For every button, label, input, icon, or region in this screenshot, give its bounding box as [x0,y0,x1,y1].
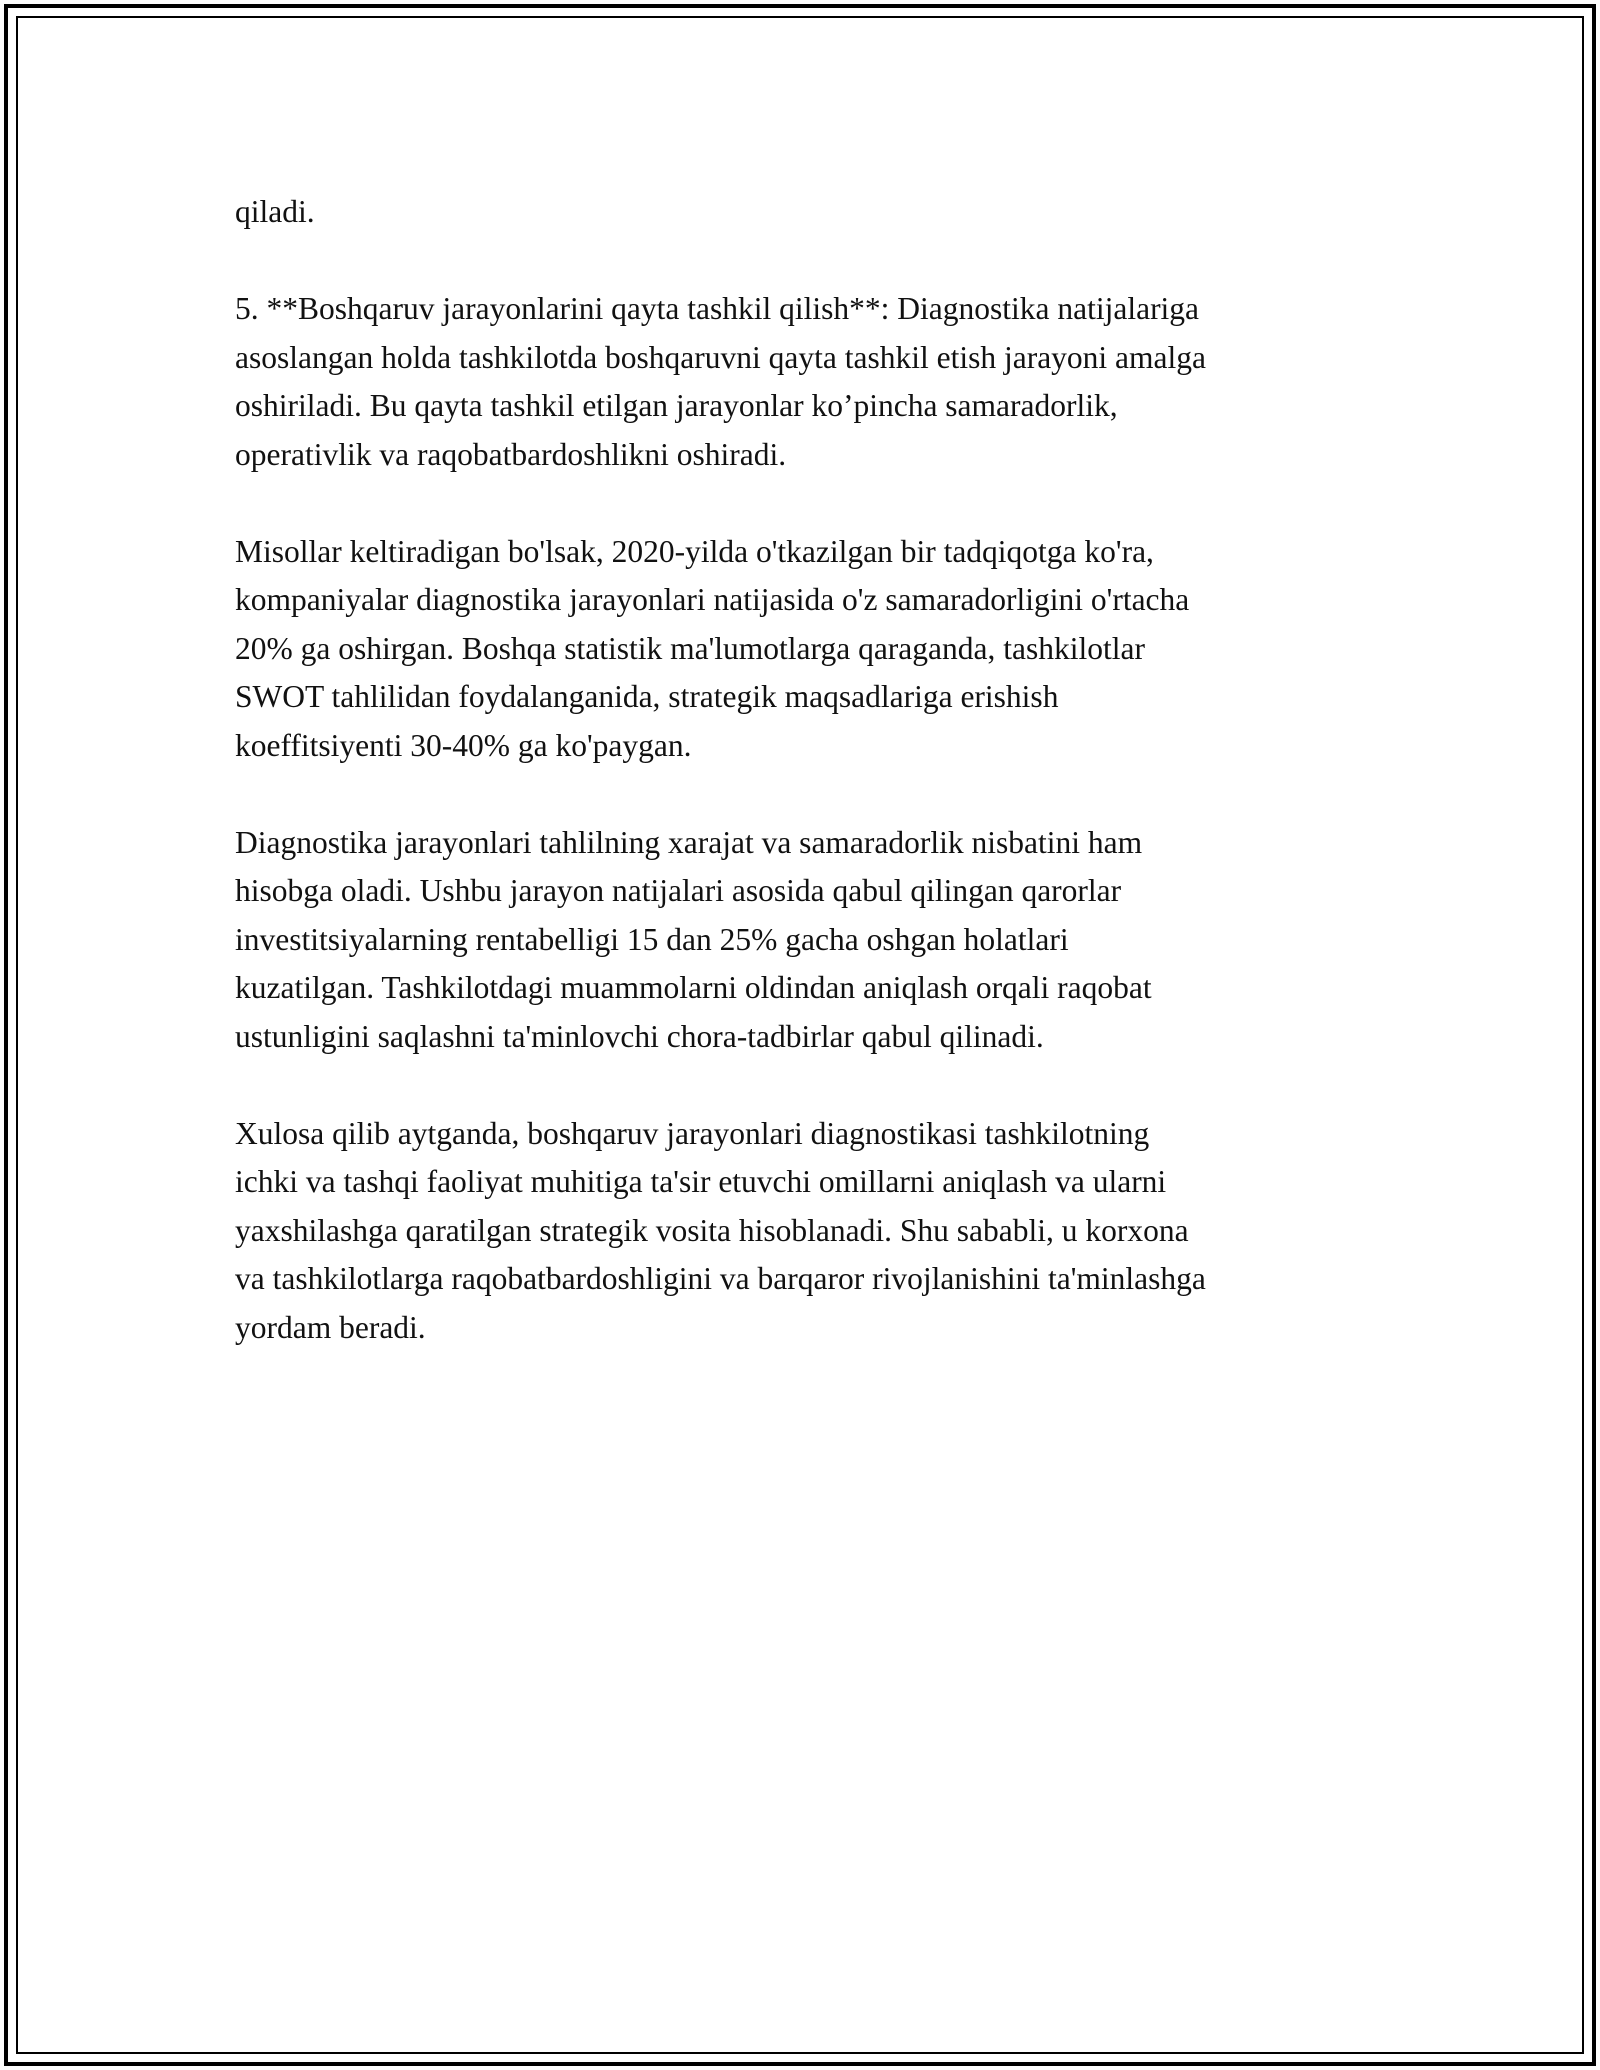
paragraph-item-5: 5. **Boshqaruv jarayonlarini qayta tashkil qilish**: Diagnostika natijalariga asoslangan holda tashkilotda boshqaruvni qayta tashkil etish jarayoni amalga oshiriladi. Bu qayta tashkil etilgan jarayonlar ko’pincha samaradorlik, operativlik va raqobatbardoshlikni oshiradi. [235,291,1207,472]
document-body [235,188,1375,1401]
paragraph-cost-efficiency: Diagnostika jarayonlari tahlilning xarajat va samaradorlik nisbatini ham hisobga oladi. Ushbu jarayon natijalari asosida qabul qilingan qarorlar investitsiyalarning rentabelligi 15 dan 25% gacha oshgan holatlari kuzatilgan. Tashkilotdagi muammolarni oldindan aniqlash orqali raqobat ustunligini saqlashni ta'minlovchi chora-tadbirlar qabul qilinadi. [235,824,1152,1054]
paragraph-examples: Misollar keltiradigan bo'lsak, 2020-yilda o'tkazilgan bir tadqiqotga ko'ra, kompaniyalar diagnostika jarayonlari natijasida o'z samaradorligini o'rtacha 20% ga oshirgan. Boshqa statistik ma'lumotlarga qaraganda, tashkilotlar SWOT tahlilidan foydalanganida, strategik maqsadlariga erishish koeffitsiyenti 30-40% ga ko'paygan. [235,533,1190,763]
paragraph-conclusion: Xulosa qilib aytganda, boshqaruv jarayonlari diagnostikasi tashkilotning ichki va tashqi faoliyat muhitiga ta'sir etuvchi omillarni aniqlash va ularni yaxshilashga qaratilgan strategik vosita hisoblanadi. Shu sababli, u korxona va tashkilotlarga raqobatbardoshligini va barqaror rivojlanishini ta'minlashga yordam beradi. [235,1115,1206,1345]
paragraph-continuation: qiladi. [235,194,315,229]
